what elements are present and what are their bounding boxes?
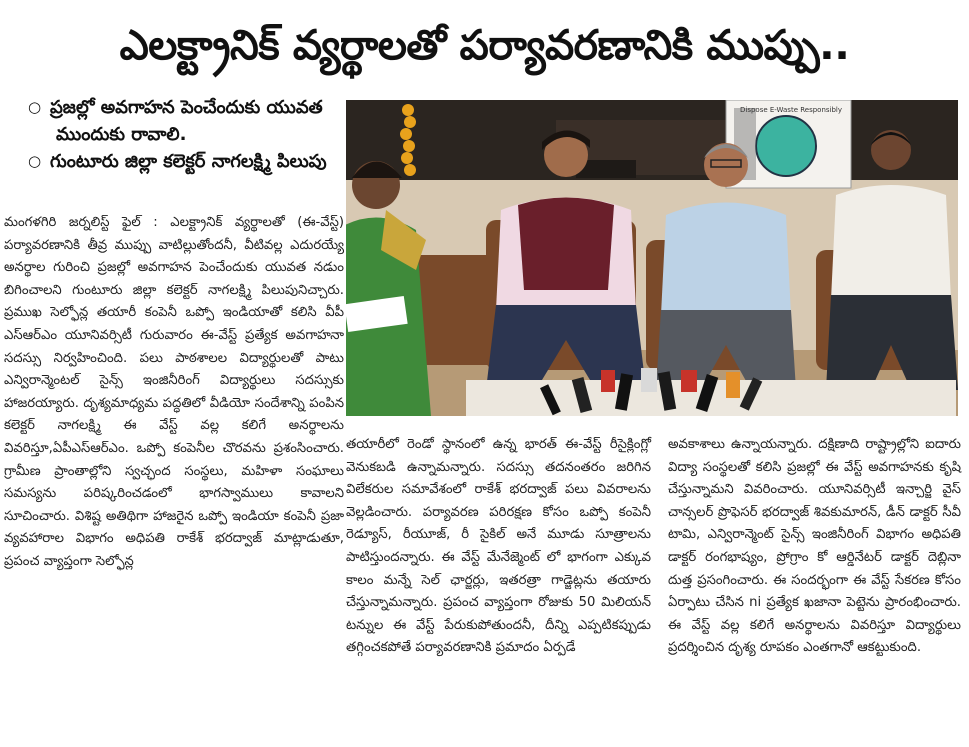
- headline: ఎలక్ట్రానిక్ వ్యర్థాలతో పర్యావరణానికి ముప్పు..: [119, 21, 850, 69]
- column-text: అవకాశాలు ఉన్నాయన్నారు. దక్షిణాది రాష్ట్రాల్లోని ఐదారు విద్యా సంస్థలతో కలిసి ప్రజల్లో ఈ వేస్ట్ అవగాహనకు కృషి చేస్తున్నామని వివరించారు. యూనివర్సిటీ ఇన్చార్జి వైస్ చాన్సలర్ ప్రొఫెసర్ భరద్వాజ్ శివకుమారన్, డీన్ డాక్టర్ సీవీ టామి, ఎన్విరాన్మెంట్ సైన్స్ ఇంజినీరింగ్ విభాగం అధిపతి డాక్టర్ రంగభాష్యం, ప్రోగ్రాం కో ఆర్డినేటర్ డాక్టర్ దెబ్లినా దుత్త ప్రసంగించారు. ఈ సందర్భంగా ఈ వేస్ట్ సేకరణ కోసం ఏర్పాటు చేసిన ni ప్రత్యేక ఖజానా పెట్టెను ప్రారంభించారు. ఈ వేస్ట్ వల్ల కలిగే అనర్థాలను వివరిస్తూ విద్యార్థులు ప్రదర్శించిన దృశ్య రూపకం ఎంతగానో ఆకట్టుకుంది.: [668, 437, 961, 656]
- bullet-icon: ○: [28, 98, 42, 116]
- press-meet-photo: [346, 100, 958, 416]
- column-text: మంగళగిరి జర్నలిస్ట్ ఫైల్ : ఎలక్ట్రానిక్ వ్యర్థాలతో (ఈ-వేస్ట్) పర్యావరణానికి తీవ్ర ముప్పు వాటిల్లుతోందనీ, వీటివల్ల ఎదురయ్యే అనర్థాల గురించి ప్రజల్లో అవగాహన పెంచేందుకు యువత నడుం బిగించాలని గుంటూరు జిల్లా కలెక్టర్ నాగలక్ష్మి పిలుపునిచ్చారు. ప్రముఖ సెల్ఫోన్ల తయారీ కంపెనీ ఒప్పో ఇండియాతో కలిసి వీపీ ఎస్ఆర్ఎం యూనివర్సిటీ గురువారం ఈ-వేస్ట్ ప్రత్యేక అవగాహనా సదస్సు నిర్వహించింది. పలు పాఠశాలల విద్యార్థులతో పాటు ఎన్విరాన్మెంటల్ సైన్స్ ఇంజినీరింగ్ విద్యార్థులు సదస్సుకు హాజరయ్యారు. దృశ్యమాధ్యమ పద్ధతిలో వీడియో సందేశాన్ని పంపిన కలెక్టర్ నాగలక్ష్మి ఈ వేస్ట్ వల్ల కలిగే అనర్థాలను వివరిస్తూ,ఏపీఎస్ఆర్ఎం. ఒప్పో కంపెనీల చొరవను ప్రశంసించారు. గ్రామీణ ప్రాంతాల్లోని స్వచ్ఛంద సంస్థలు, మహిళా సంఘాలు సమస్యను పరిష్కరించడంలో భాగస్వాములు కావాలని సూచించారు. విశిష్ట అతిథిగా హాజరైన ఒప్పో ఇండియా కంపెనీ ప్రజా వ్యవహారాల విభాగం అధిపతి రాకేశ్ భరద్వాజ్ మాట్లాడుతూ, ప్రపంచ వ్యాప్తంగా సెల్ఫోన్ల: [4, 215, 344, 569]
- subheads: [28, 94, 343, 175]
- article-column-2: [346, 434, 651, 660]
- bullet-icon: ○: [28, 152, 42, 170]
- article-column-3: [668, 434, 961, 660]
- column-text: తయారీలో రెండో స్థానంలో ఉన్న భారత్ ఈ-వేస్ట్ రీసైక్లింగ్లో వెనుకబడి ఉన్నామన్నారు. సదస్సు తదనంతరం జరిగిన విలేకరుల సమావేశంలో రాకేశ్ భరద్వాజ్ పలు వివరాలను వెల్లడించారు. పర్యావరణ పరిరక్షణ కోసం ఒప్పో కంపెనీ రెడ్యూస్, రీయూజ్, రీ సైకిల్ అనే మూడు సూత్రాలను పాటిస్తుందన్నారు. ఈ వేస్ట్ మేనేజ్మెంట్ లో భాగంగా ఎక్కువ కాలం మన్నే సెల్ ఛార్జర్లు, ఇతరత్రా గాడ్జెట్లను తయారు చేస్తున్నామన్నారు. ప్రపంచ వ్యాప్తంగా రోజుకు 50 మిలియన్ టన్నుల ఈ వేస్ట్ పేరుకుపోతుందనీ, దీన్ని ఎప్పటికప్పుడు తగ్గించకపోతే పర్యావరణానికి ప్రమాదం ఏర్పడే: [346, 437, 651, 656]
- subhead-collector: [28, 148, 343, 175]
- subhead-text: గుంటూరు జిల్లా కలెక్టర్ నాగలక్ష్మి పిలుపు: [50, 151, 327, 172]
- article-column-1: [4, 212, 344, 574]
- subhead-text: ప్రజల్లో అవగాహన పెంచేందుకు యువత ముందుకు రావాలి.: [50, 97, 323, 145]
- banner-text: Dispose E-Waste Responsibly: [739, 106, 843, 114]
- subhead-youth: [28, 94, 343, 148]
